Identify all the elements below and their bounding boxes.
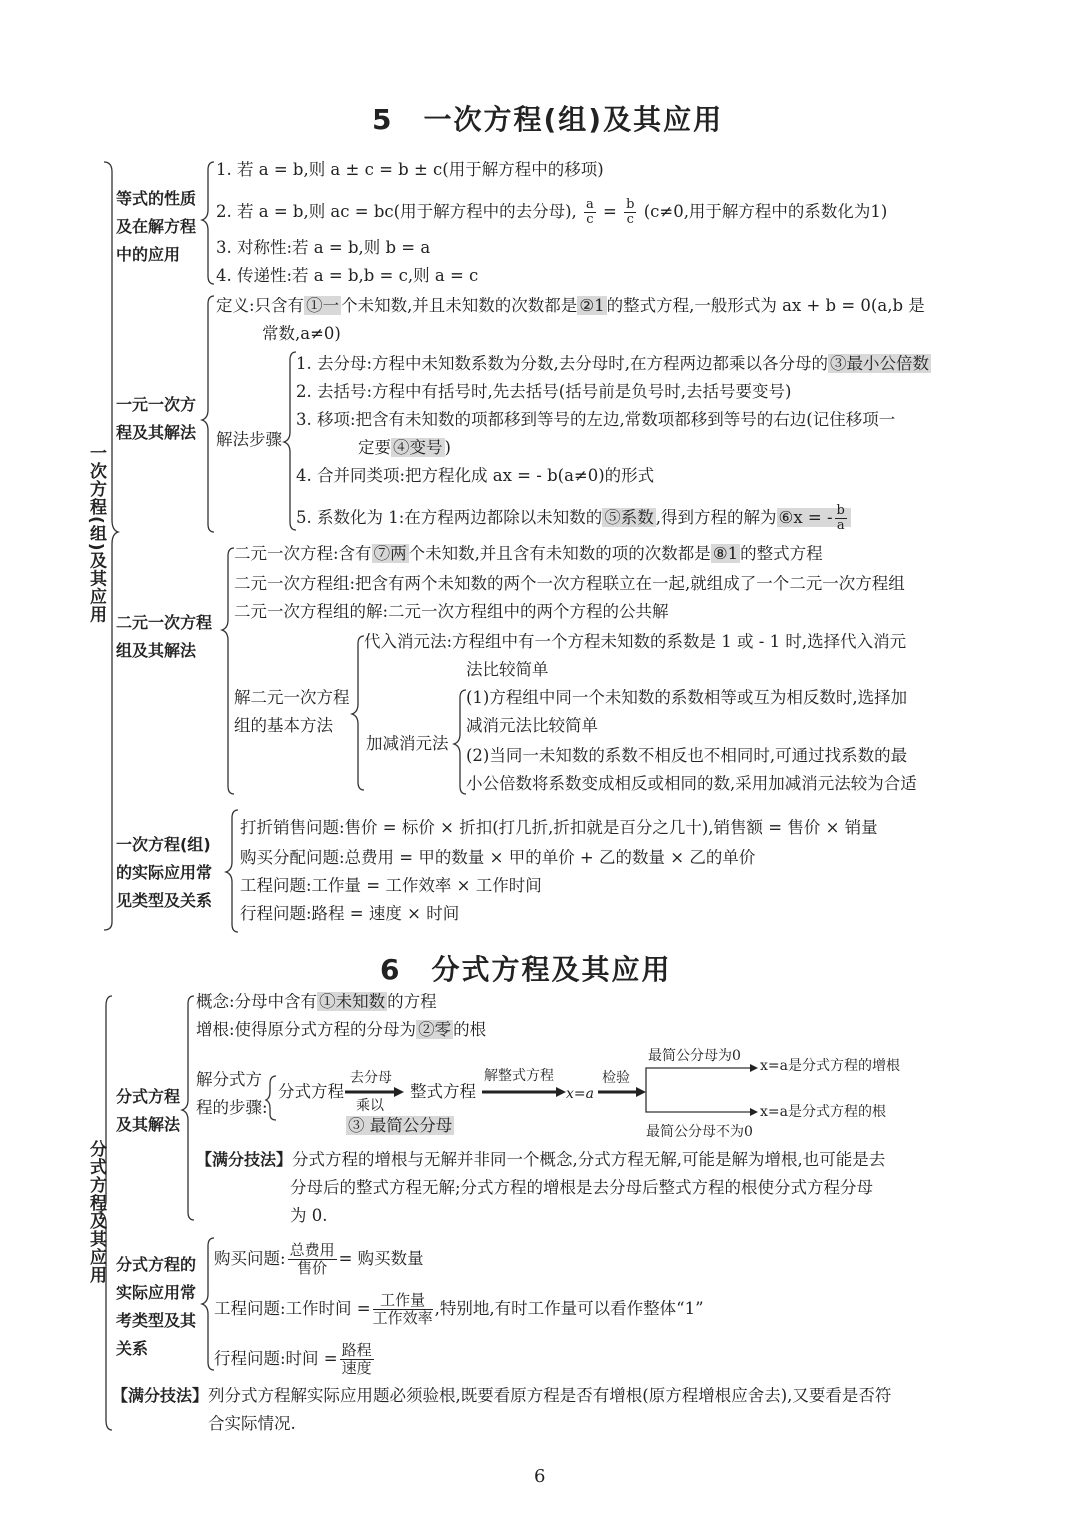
step-1: 1. 去分母:方程中未知数系数为分数,去分母时,在方程两边都乘以各分母的 ③最小公倍数: [296, 354, 930, 373]
step-3-cont: 定要 ④变号 ): [358, 438, 451, 457]
apps6-label-4: 关系: [116, 1339, 149, 1358]
apps-label-1: 一次方程(组): [116, 835, 211, 854]
tip2-2: 合实际情况.: [208, 1414, 296, 1433]
step-4: 4. 合并同类项:把方程化成 ax = - b(a≠0)的形式: [296, 466, 655, 485]
eq-props-label-3: 中的应用: [116, 245, 181, 264]
add-sub-2: 减消元法比较简单: [466, 716, 598, 735]
page-number: 6: [534, 1466, 546, 1487]
branch-top-label: 最简公分母为0: [648, 1048, 741, 1064]
linear2-solution: 二元一次方程组的解:二元一次方程组中的两个方程的公共解: [234, 602, 669, 621]
app-work: 工程问题:工作量 = 工作效率 × 工作时间: [240, 876, 542, 895]
app-purchase: 购买分配问题:总费用 = 甲的数量 × 甲的单价 + 乙的数量 × 乙的单价: [240, 848, 756, 867]
add-sub-1: (1)方程组中同一个未知数的系数相等或互为相反数时,选择加: [466, 688, 908, 707]
linear2-label-2: 组及其解法: [116, 641, 197, 660]
flow-start: 分式方程: [278, 1082, 344, 1101]
apps-label-3: 见类型及关系: [116, 891, 213, 910]
flow-x: x=a: [566, 1086, 594, 1102]
linear1-label-1: 一元一次方: [116, 395, 197, 414]
solve-label-1: 分式方程: [116, 1087, 181, 1106]
method-label-1: 解二元一次方程: [234, 688, 350, 707]
tip2-1: 【满分技法】列分式方程解实际应用题必须验根,既要看原方程是否有增根(原方程增根应舍去),又要看是否符: [112, 1386, 892, 1405]
arrow2-top: 解整式方程: [484, 1068, 554, 1084]
apps6-label-1: 分式方程的: [116, 1255, 197, 1274]
app6-travel: 行程问题:时间 = $\frac{\text{路程}}{\text{速度}}$: [214, 1341, 372, 1377]
linear2-system: 二元一次方程组:把含有两个未知数的两个一次方程联立在一起,就组成了一个二元一次方程组: [234, 574, 905, 593]
eq-prop-2: 2. 若 a = b,则 ac = bc(用于解方程中的去分母), $\frac{a}{c}$ = $\frac{b}{c}$ (c≠0,用于解方程中的系数化为1): [216, 197, 888, 227]
apps-label-2: 的实际应用常: [116, 863, 213, 882]
steps-label-2: 程的步骤:: [196, 1098, 268, 1117]
fraction-b-over-c: $\frac{b}{c}$: [626, 197, 635, 227]
lcd: ③ 最简公分母: [348, 1116, 453, 1135]
eq-props-label-1: 等式的性质: [116, 189, 197, 208]
section-5-title: 5 一次方程(组)及其应用: [372, 103, 724, 136]
eq-prop-4: 4. 传递性:若 a = b,b = c,则 a = c: [216, 266, 479, 285]
fraction-b-over-a: $\frac{b}{a}$: [836, 503, 845, 533]
method-label-2: 组的基本方法: [234, 716, 333, 735]
extraneous-root: 增根:使得原分式方程的分母为 ②零 的根: [196, 1020, 487, 1039]
tip-2: 分母后的整式方程无解;分式方程的增根是去分母后整式方程的根使分式方程分母: [290, 1178, 874, 1197]
solve-label-2: 及其解法: [116, 1115, 181, 1134]
linear1-label-2: 程及其解法: [116, 423, 197, 442]
branch-top-result: x=a是分式方程的增根: [760, 1058, 900, 1074]
arrow1-top: 去分母: [350, 1070, 392, 1086]
steps-label: 解法步骤: [216, 430, 282, 449]
eq-prop-1: 1. 若 a = b,则 a ± c = b ± c(用于解方程中的移项): [216, 160, 604, 179]
add-sub-3: (2)当同一未知数的系数不相反也不相同时,可通过找系数的最: [466, 746, 908, 765]
flow-mid: 整式方程: [410, 1082, 476, 1101]
linear2-def: 二元一次方程:含有 ⑦两 个未知数,并且含有未知数的项的次数都是 ⑧1 的整式方程: [234, 544, 823, 563]
tip-1: 【满分技法】分式方程的增根与无解并非同一个概念,分式方程无解,可能是解为增根,也可能是去: [196, 1150, 886, 1169]
substitution-2: 法比较简单: [466, 660, 549, 679]
linear1-definition-cont: 常数,a≠0): [262, 324, 341, 343]
branch-bottom-label: 最简公分母不为0: [646, 1124, 753, 1140]
step-2: 2. 去括号:方程中有括号时,先去括号(括号前是负号时,去括号要变号): [296, 382, 792, 401]
branch-bottom-result: x=a是分式方程的根: [760, 1104, 886, 1120]
step-3: 3. 移项:把含有未知数的项都移到等号的左边,常数项都移到等号的右边(记住移项一: [296, 410, 896, 429]
arrow3-top: 检验: [602, 1070, 630, 1086]
apps6-label-3: 考类型及其: [116, 1311, 197, 1330]
section-5-side-label: 一次方程(组)及其应用: [86, 444, 106, 624]
section-6-side-label: 分式方程及其应用: [86, 1140, 106, 1284]
app6-work: 工程问题:工作时间 = $\frac{\text{工作量}}{\text{工作效率}}$ ,特别地,有时工作量可以看作整体“1”: [214, 1291, 704, 1327]
substitution-1: 代入消元法:方程组中有一个方程未知数的系数是 1 或 - 1 时,选择代入消元: [364, 632, 907, 651]
linear2-label-1: 二元一次方程: [116, 613, 213, 632]
concept: 概念:分母中含有 ①未知数 的方程: [196, 992, 437, 1011]
apps6-label-2: 实际应用常: [116, 1283, 197, 1302]
tip-3: 为 0.: [290, 1206, 328, 1225]
add-sub-label: 加减消元法: [366, 734, 449, 753]
step-5: 5. 系数化为 1:在方程两边都除以未知数的 ⑤系数 ,得到方程的解为 ⑥x = - $\frac{b}{a}$: [296, 504, 851, 533]
app6-purchase: 购买问题: $\frac{\text{总费用}}{\text{售价}}$ = 购买数量: [214, 1241, 424, 1277]
steps-label-1: 解分式方: [196, 1070, 262, 1089]
add-sub-4: 小公倍数将系数变成相反或相同的数,采用加减消元法较为合适: [466, 774, 917, 793]
linear1-definition: 定义:只含有 ①一 个未知数,并且未知数的次数都是 ②1 的整式方程,一般形式为 ax + b = 0(a,b 是: [216, 296, 925, 315]
eq-props-label-2: 及在解方程: [116, 217, 197, 236]
app-travel: 行程问题:路程 = 速度 × 时间: [240, 904, 460, 923]
section-6-title: 6 分式方程及其应用: [380, 953, 672, 986]
eq-prop-3: 3. 对称性:若 a = b,则 b = a: [216, 238, 431, 257]
arrow1-bottom: 乘以: [356, 1098, 384, 1114]
app-discount: 打折销售问题:售价 = 标价 × 折扣(打几折,折扣就是百分之几十),销售额 = 售价 × 销量: [240, 818, 878, 837]
fraction-a-over-c: $\frac{a}{c}$: [586, 197, 594, 227]
